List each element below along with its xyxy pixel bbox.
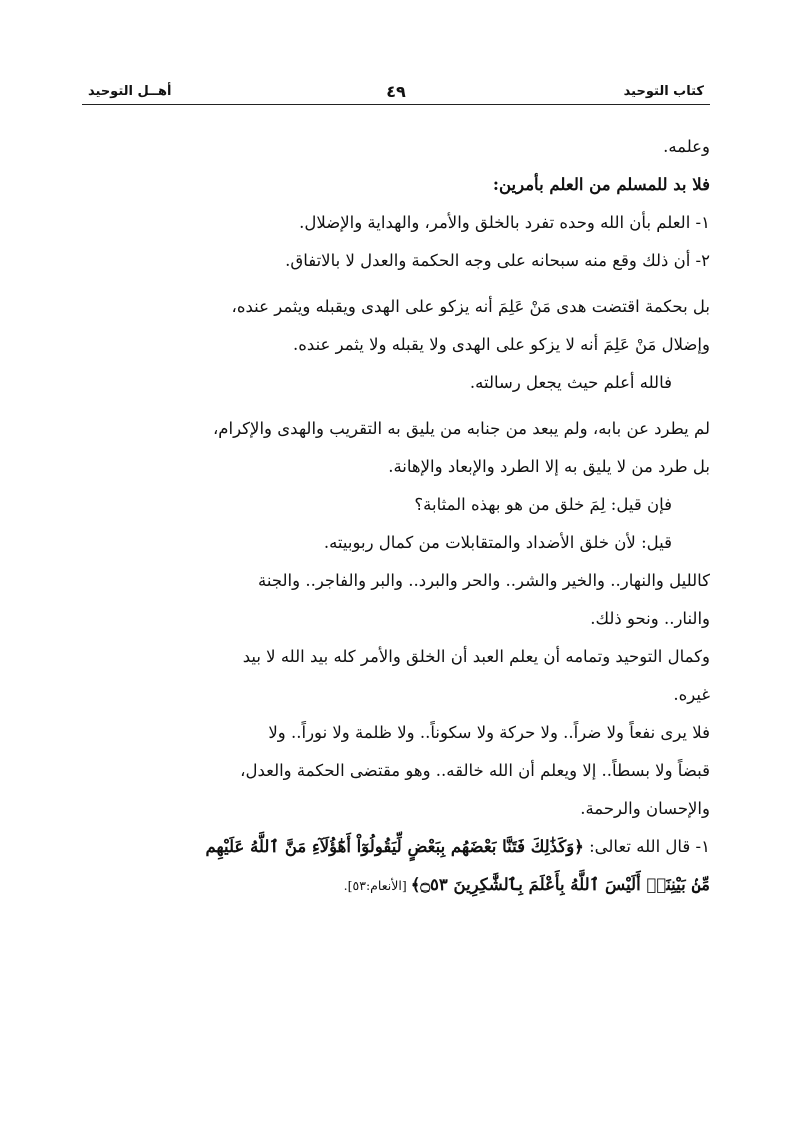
verse-reference: [الأنعام:٥٣]. <box>343 878 411 893</box>
paragraph-line: بل بحكمة اقتضت هدى مَنْ عَلِمَ أنه يزكو على الهدى ويقبله ويثمر عنده، <box>231 297 710 316</box>
page-number: ٤٩ <box>386 82 406 101</box>
paragraph-line: وكمال التوحيد وتمامه أن يعلم العبد أن الخلق والأمر كله بيد الله لا بيد <box>242 647 710 666</box>
paragraph-line: كالليل والنهار.. والخير والشر.. والحر والبرد.. والبر والفاجر.. والجنة <box>258 571 710 590</box>
paragraph-line: قبضاً ولا بسطاً.. إلا ويعلم أن الله خالقه.. وهو مقتضى الحكمة والعدل، <box>240 761 710 780</box>
quran-citation <box>88 828 710 866</box>
citation-prefix: ١- قال الله تعالى: <box>583 837 710 856</box>
question-line: فإن قيل: لِمَ خلق من هو بهذه المثابة؟ <box>414 495 672 514</box>
list-item-1: ١- العلم بأن الله وحده تفرد بالخلق والأمر، والهداية والإضلال. <box>299 213 710 232</box>
paragraph-line: والإحسان والرحمة. <box>580 799 710 818</box>
paragraph-line: فلا يرى نفعاً ولا ضراً.. ولا حركة ولا سكوناً.. ولا ظلمة ولا نوراً.. ولا <box>268 723 710 742</box>
answer-line: قيل: لأن خلق الأضداد والمتقابلات من كمال ربوبيته. <box>323 533 672 552</box>
quran-verse-part-2: مِّنۢ بَيْنِنَآۗ أَلَيْسَ ٱللَّهُ بِأَعْلَمَ بِٱلشَّٰكِرِينَ ۝٥٣﴾ <box>410 875 710 894</box>
paragraph-line: وعلمه. <box>663 137 710 156</box>
paragraph-line: لم يطرد عن بابه، ولم يبعد من جنابه من يليق به التقريب والهدى والإكرام، <box>212 419 710 438</box>
quran-citation-continued <box>88 866 710 905</box>
paragraph-line: فالله أعلم حيث يجعل رسالته. <box>469 373 672 392</box>
header-divider <box>82 104 710 105</box>
list-item-2: ٢- أن ذلك وقع منه سبحانه على وجه الحكمة والعدل لا بالاتفاق. <box>285 251 710 270</box>
page-body <box>88 128 710 905</box>
paragraph-line: غيره. <box>673 685 710 704</box>
paragraph-line: والنار.. ونحو ذلك. <box>590 609 710 628</box>
section-heading: فلا بد للمسلم من العلم بأمرين: <box>492 175 710 194</box>
header-book-title: كتاب التوحيد <box>623 84 704 99</box>
page-header <box>82 82 710 104</box>
paragraph-line: وإضلال مَنْ عَلِمَ أنه لا يزكو على الهدى ولا يقبله ولا يثمر عنده. <box>293 335 710 354</box>
paragraph-line: بل طرد من لا يليق به إلا الطرد والإبعاد والإهانة. <box>388 457 710 476</box>
quran-verse-part-1: ﴿وَكَذَٰلِكَ فَتَنَّا بَعْضَهُم بِبَعْضٍ لِّيَقُولُوٓاْ أَهَٰٓؤُلَآءِ مَنَّ ٱللَّهُ عَلَيْهِم <box>205 837 584 856</box>
header-left-title: أهــل التوحيد <box>88 84 172 99</box>
